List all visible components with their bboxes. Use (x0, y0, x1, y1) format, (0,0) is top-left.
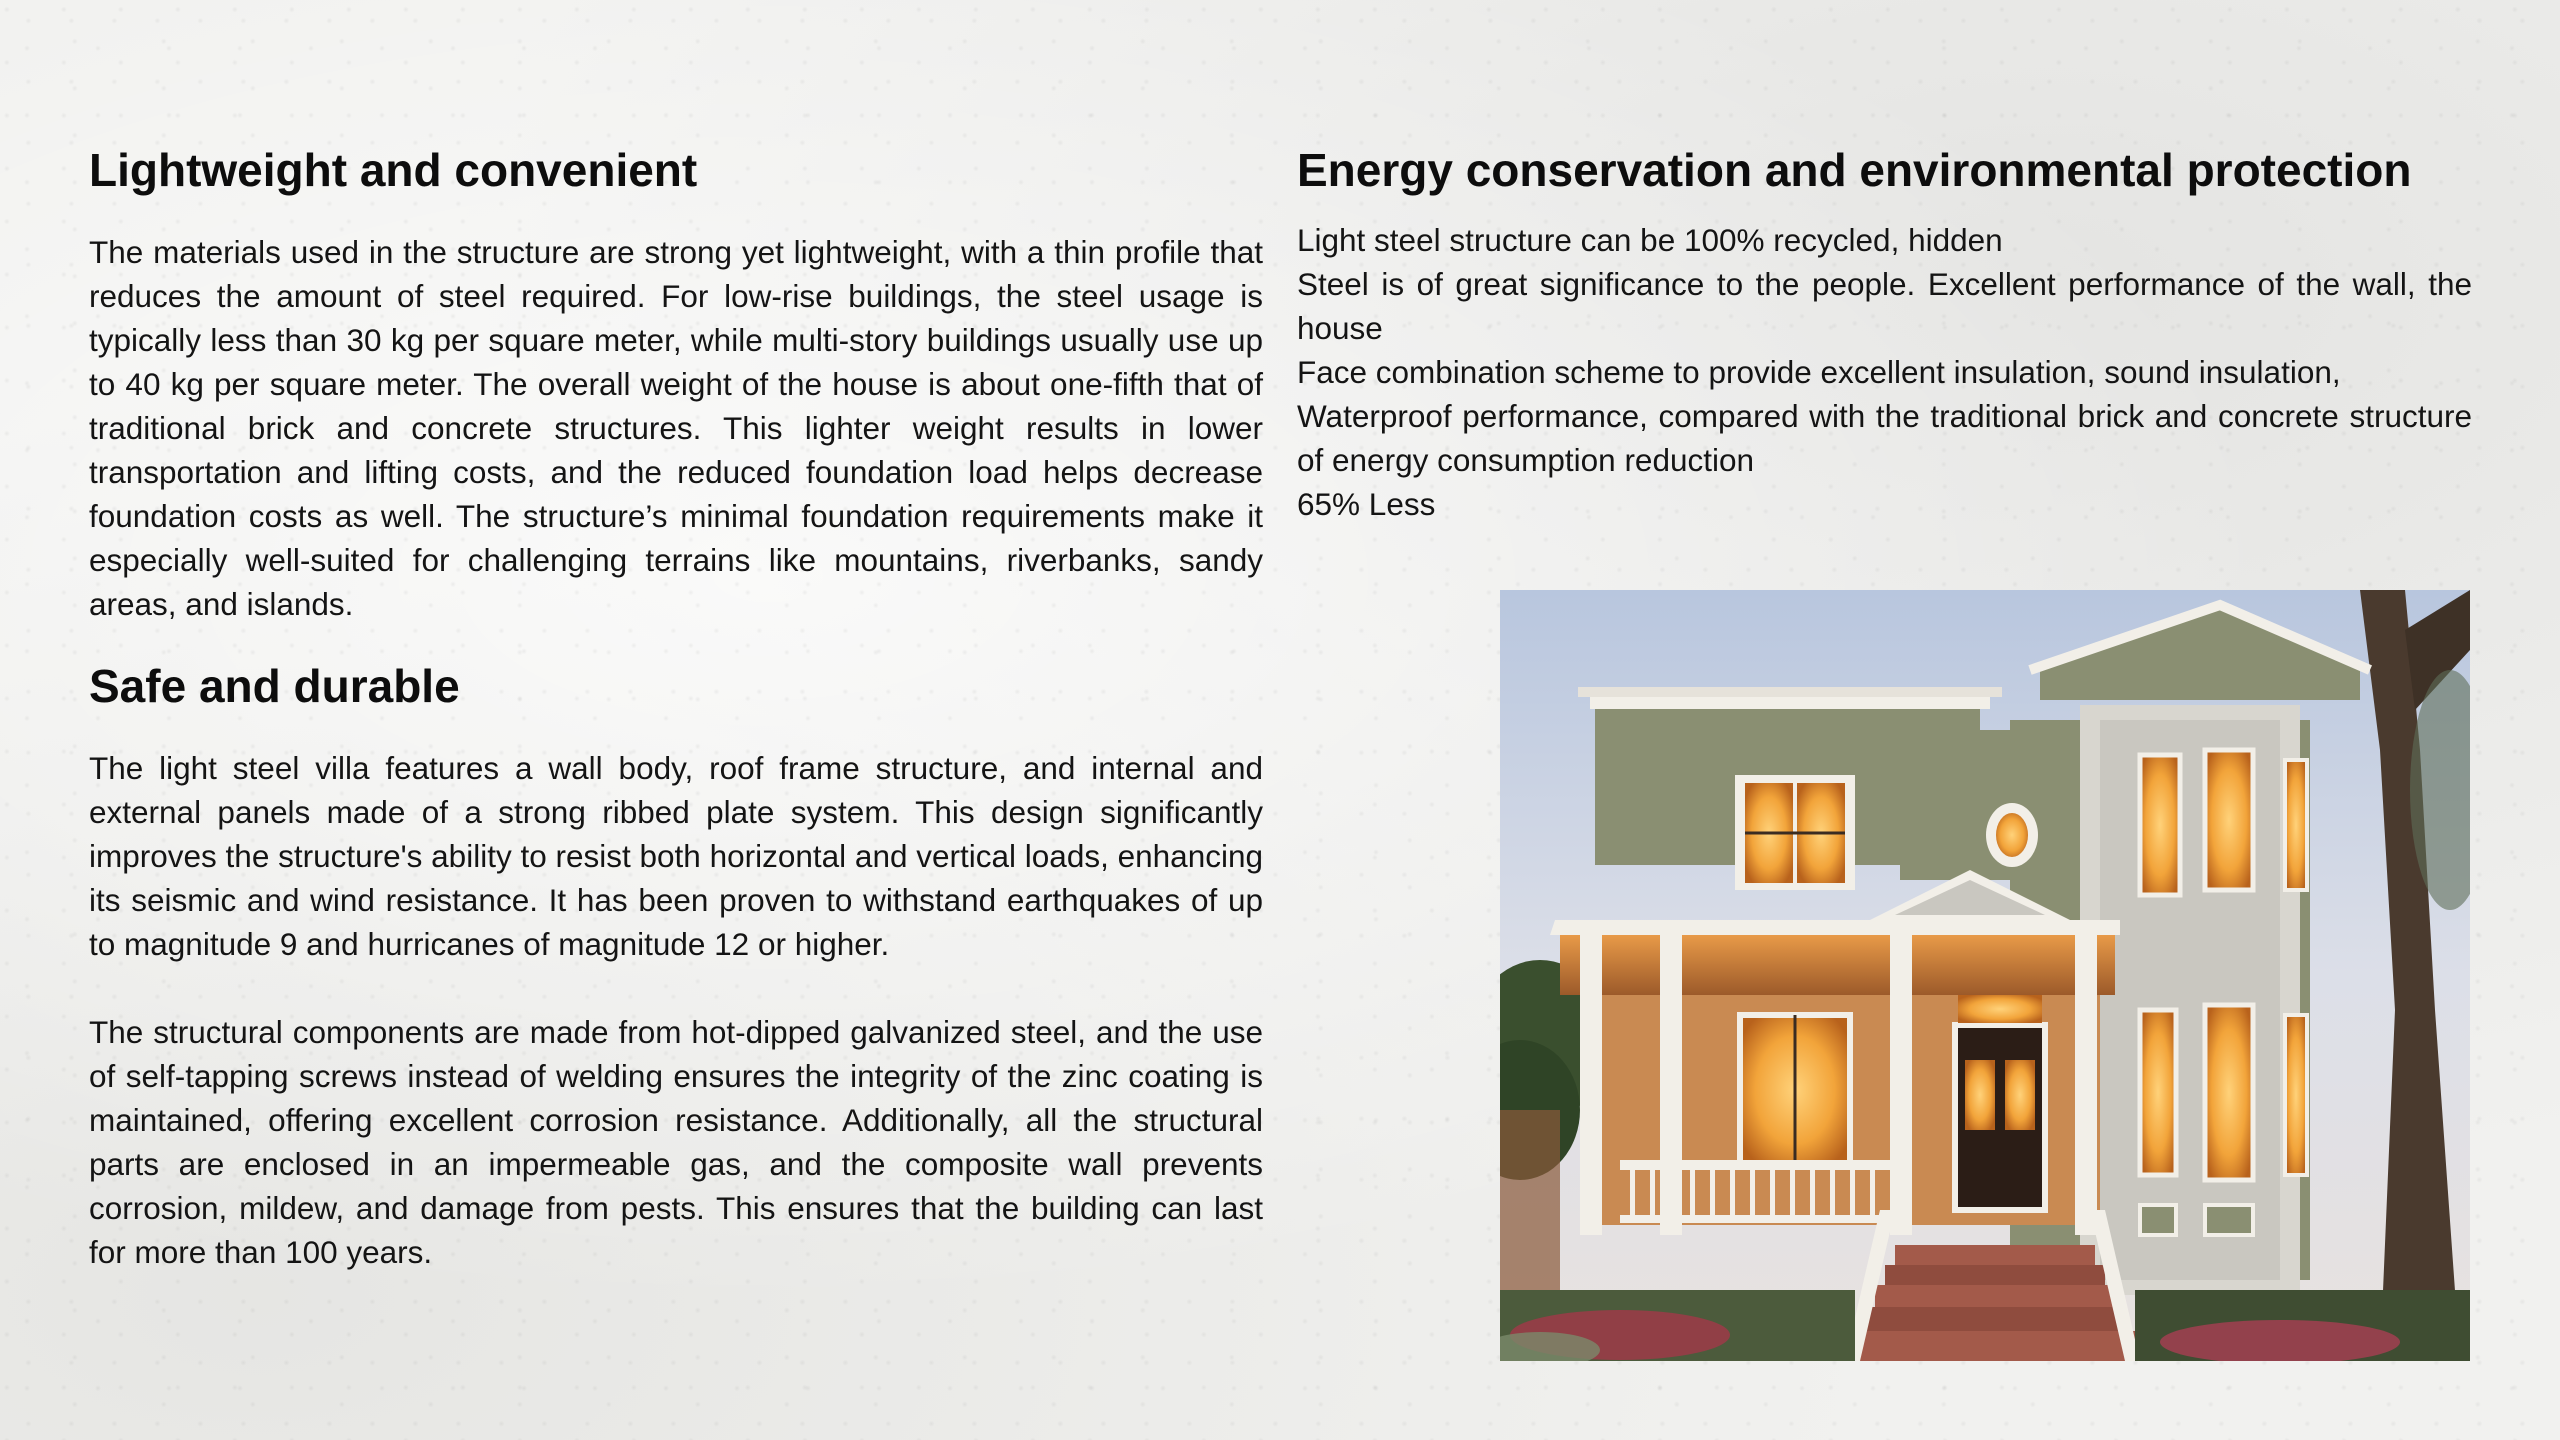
heading-safe-durable: Safe and durable (89, 660, 460, 712)
left-column (89, 138, 1263, 1274)
energy-line: Waterproof performance, compared with the traditional brick and concrete structure of energy consumption reduction (1297, 398, 2472, 478)
energy-line: Face combination scheme to provide excellent insulation, sound insulation, (1297, 354, 2341, 390)
energy-line: 65% Less (1297, 486, 1436, 522)
house-illustration (1500, 590, 2470, 1361)
energy-text-block (1297, 218, 2472, 526)
right-column (1297, 138, 2472, 526)
paragraph-safe-2: The structural components are made from hot-dipped galvanized steel, and the use of self-tapping screws instead of welding ensures the integrity of the zinc coating is maintained, offering excellent corrosion resistance. Additionally, all the structural parts are enclosed in an impermeable gas, and the composite wall prevents corrosion, mildew, and damage from pests. This ensures that the building can last for more than 100 years. (89, 1014, 1263, 1270)
heading-energy: Energy conservation and environmental protection (1297, 144, 2412, 196)
paragraph-lightweight: The materials used in the structure are strong yet lightweight, with a thin profile that reduces the amount of steel required. For low-rise buildings, the steel usage is typically less than 30 kg per square meter, while multi-story buildings usually use up to 40 kg per square meter. The overall weight of the house is about one-fifth that of traditional brick and concrete structures. This lighter weight results in lower transportation and lifting costs, and the reduced foundation load helps decrease foundation costs as well. The structure’s minimal foundation requirements make it especially well-suited for challenging terrains like mountains, riverbanks, sandy areas, and islands. (89, 234, 1263, 622)
energy-line: Light steel structure can be 100% recycled, hidden (1297, 222, 2003, 258)
heading-lightweight: Lightweight and convenient (89, 144, 698, 196)
energy-line: Steel is of great significance to the people. Excellent performance of the wall, the house (1297, 266, 2472, 346)
house-photo (1500, 590, 2470, 1361)
paragraph-safe-1: The light steel villa features a wall body, roof frame structure, and internal and external panels made of a strong ribbed plate system. This design significantly improves the structure's ability to resist both horizontal and vertical loads, enhancing its seismic and wind resistance. It has been proven to withstand earthquakes of up to magnitude 9 and hurricanes of magnitude 12 or higher. (89, 750, 1263, 962)
